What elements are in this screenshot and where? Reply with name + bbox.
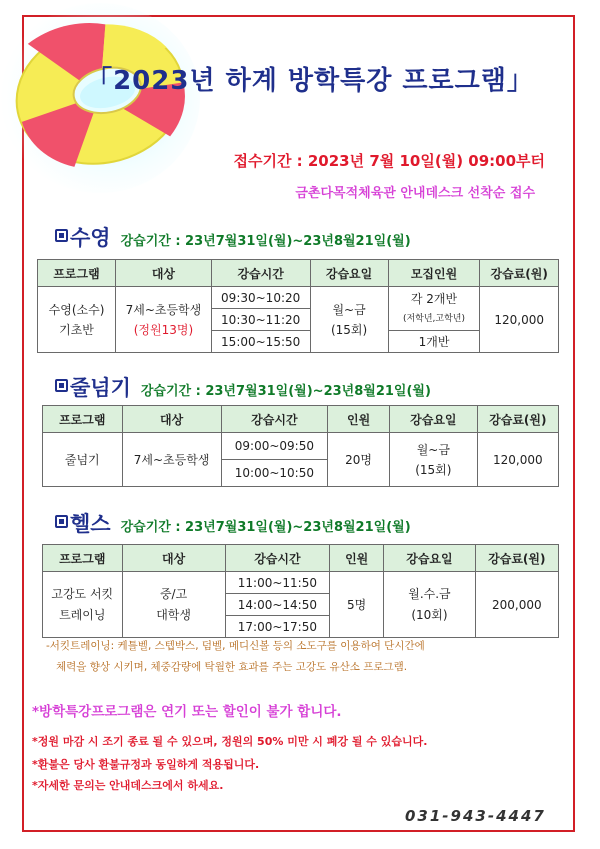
program-cell [43, 572, 123, 638]
target-cell: 7세~초등학생 [122, 433, 221, 487]
section-bullet-icon [55, 515, 68, 528]
section-name: 수영 [70, 226, 111, 250]
time-cell: 11:00~11:50 [225, 572, 329, 594]
fee-cell: 120,000 [480, 287, 559, 353]
col-header: 강습료(원) [477, 406, 558, 433]
col-header: 프로그램 [38, 260, 116, 287]
people-cell: 20명 [328, 433, 390, 487]
col-header: 프로그램 [43, 545, 123, 572]
col-header: 강습료(원) [480, 260, 559, 287]
days-text: 월~금 [416, 442, 450, 457]
people-cell: 5명 [330, 572, 384, 638]
col-header: 강습시간 [211, 260, 310, 287]
time-cell: 17:00~17:50 [225, 616, 329, 638]
refund-notice: *환불은 당사 환불규정과 동일하게 적용됩니다. [32, 758, 260, 771]
time-cell: 10:00~10:50 [221, 460, 327, 487]
target-line: 대학생 [156, 607, 191, 622]
program-line: 기초반 [59, 322, 94, 337]
section-bullet-icon [55, 379, 68, 392]
col-header: 대상 [122, 545, 225, 572]
registration-location: 금촌다목적체육관 안내데스크 선착순 접수 [295, 186, 535, 201]
time-cell: 14:00~14:50 [225, 594, 329, 616]
section-health-heading [55, 508, 411, 538]
note-line: -서킷트레이닝: 케틀벨, 스텝박스, 덤벨, 메디신볼 등의 소도구를 이용하여 단시간에 [46, 640, 425, 652]
days-count: (10회) [411, 607, 448, 622]
days-cell [390, 433, 478, 487]
section-name: 줄넘기 [70, 376, 131, 400]
time-cell: 09:30~10:20 [211, 287, 310, 309]
target-line: 중/고 [159, 586, 188, 601]
col-header: 인원 [330, 545, 384, 572]
registration-period: 접수기간 : 2023년 7월 10일(월) 09:00부터 [233, 152, 545, 170]
days-cell [384, 572, 475, 638]
col-header: 강습요일 [384, 545, 475, 572]
rope-table [42, 405, 559, 487]
col-header: 강습료(원) [475, 545, 558, 572]
phone-number: 031-943-4447 [405, 807, 546, 825]
col-header: 강습요일 [390, 406, 478, 433]
section-name: 헬스 [70, 512, 111, 536]
section-period: 강습기간 : 23년7월31일(월)~23년8월21일(월) [120, 520, 411, 535]
program-line: 트레이닝 [59, 607, 106, 622]
note-line: 체력을 향상 시키며, 체중감량에 탁월한 효과를 주는 고강도 유산소 프로그램. [56, 661, 408, 673]
capacity-note: (저학년,고학년) [402, 313, 466, 324]
col-header: 강습시간 [225, 545, 329, 572]
fee-cell: 200,000 [475, 572, 558, 638]
col-header: 강습요일 [310, 260, 388, 287]
section-bullet-icon [55, 229, 68, 242]
fee-cell: 120,000 [477, 433, 558, 487]
capacity-cell [388, 287, 480, 331]
inquiry-notice: *자세한 문의는 안내데스크에서 하세요. [32, 779, 224, 792]
col-header: 강습시간 [221, 406, 327, 433]
page-title: 「2023년 하계 방학특강 프로그램」 [86, 66, 534, 96]
time-cell: 10:30~11:20 [211, 309, 310, 331]
capacity-note: (정원13명) [133, 322, 194, 337]
time-cell: 15:00~15:50 [211, 331, 310, 353]
capacity-text: 각 2개반 [410, 291, 458, 306]
days-text: 월.수.금 [408, 586, 451, 601]
col-header: 대상 [116, 260, 212, 287]
section-period: 강습기간 : 23년7월31일(월)~23년8월21일(월) [140, 384, 431, 399]
days-cell [310, 287, 388, 353]
health-table [42, 544, 559, 638]
program-cell: 줄넘기 [43, 433, 123, 487]
capacity-cell: 1개반 [388, 331, 480, 353]
col-header: 모집인원 [388, 260, 480, 287]
section-swim-heading [55, 222, 411, 252]
program-line: 수영(소수) [48, 302, 105, 317]
days-count: (15회) [415, 462, 452, 477]
no-postpone-notice: *방학특강프로그램은 연기 또는 할인이 불가 합니다. [32, 704, 342, 720]
target-text: 7세~초등학생 [125, 302, 202, 317]
target-cell [122, 572, 225, 638]
section-rope-heading [55, 372, 431, 402]
days-text: 월~금 [332, 302, 366, 317]
program-line: 고강도 서킷 [51, 586, 114, 601]
swim-table [37, 259, 559, 353]
circuit-training-note [46, 636, 566, 678]
target-cell [116, 287, 212, 353]
col-header: 프로그램 [43, 406, 123, 433]
col-header: 대상 [122, 406, 221, 433]
col-header: 인원 [328, 406, 390, 433]
program-cell [38, 287, 116, 353]
closure-notice: *정원 마감 시 조기 종료 될 수 있으며, 정원의 50% 미만 시 폐강 될 수 있습니다. [32, 735, 428, 748]
time-cell: 09:00~09:50 [221, 433, 327, 460]
days-count: (15회) [330, 322, 368, 337]
section-period: 강습기간 : 23년7월31일(월)~23년8월21일(월) [120, 234, 411, 249]
